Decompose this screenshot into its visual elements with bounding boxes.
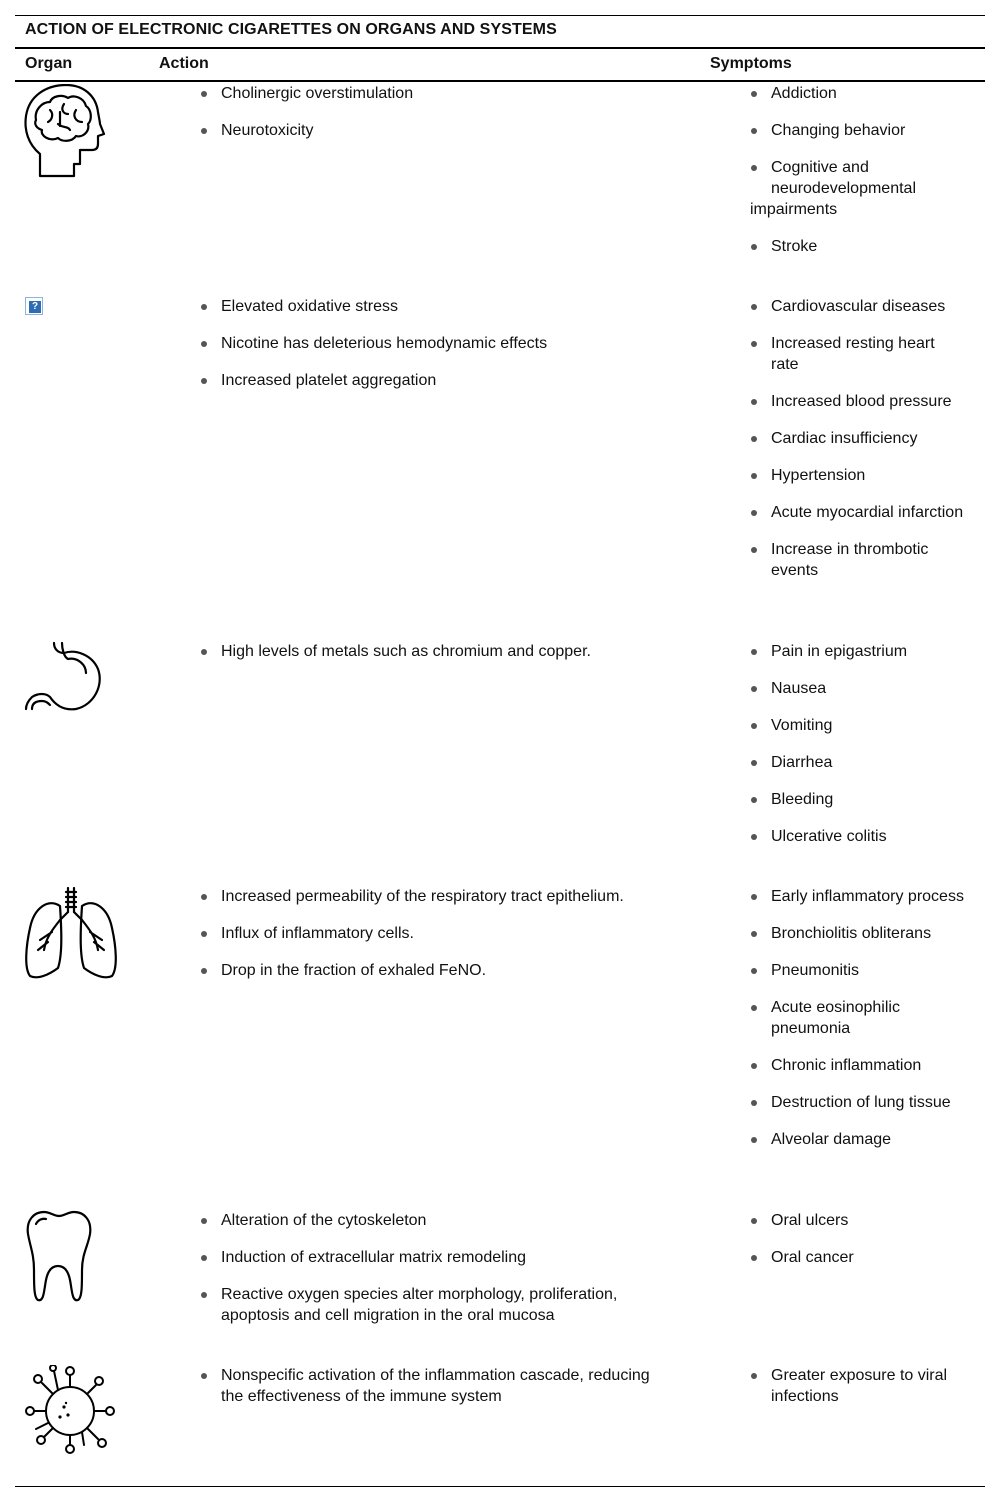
list-item: Drop in the fraction of exhaled FeNO. (200, 960, 660, 981)
list-item: Induction of extracellular matrix remodeling (200, 1247, 660, 1268)
top-rule (15, 15, 985, 16)
table-title: ACTION OF ELECTRONIC CIGARETTES ON ORGANS AND SYSTEMS (25, 21, 557, 38)
action-list (200, 1210, 660, 1342)
list-item: Vomiting (750, 715, 965, 736)
list-item: Nicotine has deleterious hemodynamic effects (200, 333, 660, 354)
header-symptoms: Symptoms (710, 55, 792, 72)
list-item: Greater exposure to viral infections (750, 1365, 965, 1407)
action-list (200, 83, 660, 157)
header-action: Action (159, 55, 209, 72)
list-item: Addiction (750, 83, 965, 104)
missing-image-glyph: ? (29, 301, 41, 313)
list-item: Changing behavior (750, 120, 965, 141)
symptom-list (750, 886, 965, 1166)
list-item: Stroke (750, 236, 965, 257)
symptom-list (750, 1210, 965, 1284)
list-item: Cardiovascular diseases (750, 296, 965, 317)
list-item: Influx of inflammatory cells. (200, 923, 660, 944)
list-item: Diarrhea (750, 752, 965, 773)
action-list (200, 1365, 660, 1423)
list-item: Oral cancer (750, 1247, 965, 1268)
list-item: Increased platelet aggregation (200, 370, 660, 391)
list-item: Bronchiolitis obliterans (750, 923, 965, 944)
list-item: Increase in thrombotic events (750, 539, 965, 581)
list-item: Destruction of lung tissue (750, 1092, 965, 1113)
header-rule (15, 80, 985, 82)
list-item: Increased permeability of the respiratory tract epithelium. (200, 886, 660, 907)
list-item: Nonspecific activation of the inflammation cascade, reducing the effectiveness of the immune system (200, 1365, 661, 1407)
symptom-list (750, 296, 965, 597)
list-item-line: Cognitive and (771, 159, 869, 176)
list-item: Pain in epigastrium (750, 641, 965, 662)
symptom-list (750, 641, 965, 863)
action-list (200, 296, 660, 407)
list-item-line: neurodevelopmental (771, 180, 916, 197)
symptom-list (750, 1365, 965, 1423)
list-item: Early inflammatory process (750, 886, 965, 907)
list-item (750, 157, 965, 220)
list-item: Nausea (750, 678, 965, 699)
bottom-rule (15, 1486, 985, 1487)
brain-head-icon (24, 84, 106, 180)
list-item: Increased resting heart rate (750, 333, 965, 375)
list-item: Alteration of the cytoskeleton (200, 1210, 660, 1231)
list-item: High levels of metals such as chromium and copper. (200, 641, 660, 662)
list-item: Increased blood pressure (750, 391, 965, 412)
list-item: Oral ulcers (750, 1210, 965, 1231)
list-item: Cardiac insufficiency (750, 428, 965, 449)
list-item: Ulcerative colitis (750, 826, 965, 847)
stomach-icon (24, 641, 104, 713)
title-rule (15, 47, 985, 49)
symptom-list (750, 83, 965, 273)
list-item: Pneumonitis (750, 960, 965, 981)
tooth-icon (24, 1210, 96, 1304)
list-item-line: impairments (750, 201, 838, 218)
list-item: Chronic inflammation (750, 1055, 965, 1076)
action-list (200, 641, 660, 678)
list-item: Alveolar damage (750, 1129, 965, 1150)
list-item: Bleeding (750, 789, 965, 810)
header-organ: Organ (25, 55, 73, 72)
list-item: Reactive oxygen species alter morphology, proliferation, apoptosis and cell migration in the oral mucosa (200, 1284, 641, 1326)
list-item: Neurotoxicity (200, 120, 660, 141)
action-list (200, 886, 660, 997)
lungs-icon (24, 886, 120, 980)
list-item: Acute eosinophilic pneumonia (750, 997, 965, 1039)
list-item: Elevated oxidative stress (200, 296, 660, 317)
missing-image-icon (25, 297, 43, 315)
virus-icon (24, 1365, 116, 1459)
list-item: Acute myocardial infarction (750, 502, 965, 523)
list-item: Cholinergic overstimulation (200, 83, 660, 104)
list-item: Hypertension (750, 465, 965, 486)
